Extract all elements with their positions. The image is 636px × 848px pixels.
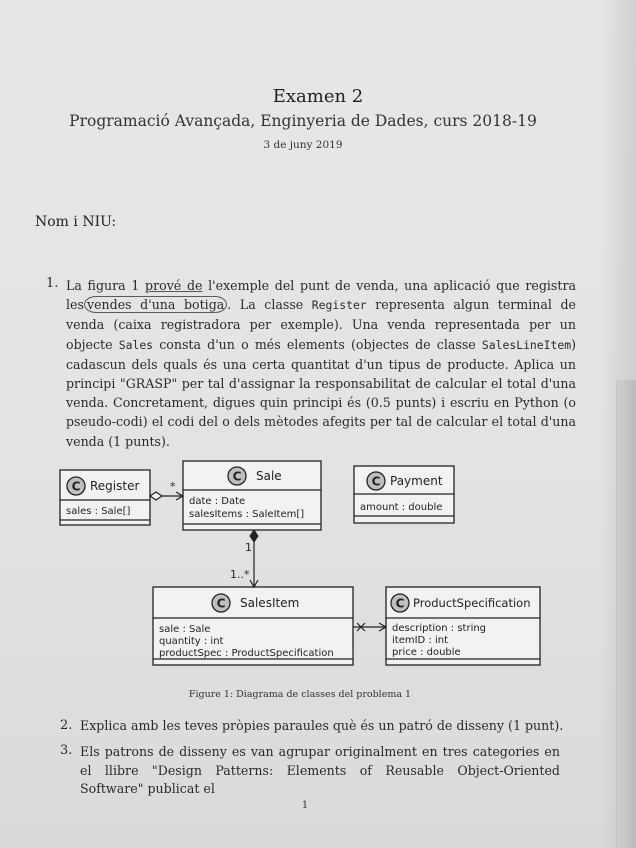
figure-caption: Figure 1: Diagrama de classes del problema 1 <box>188 689 412 700</box>
exam-title: Examen 2 <box>272 86 364 107</box>
name-niu-label: Nom i NIU: <box>35 214 117 230</box>
question-3-number: 3. <box>60 743 73 758</box>
multiplicity-sale-end: 1 <box>245 541 252 554</box>
sale-class-name: Sale <box>256 469 282 483</box>
payment-class-icon <box>367 472 385 490</box>
payment-attribute: amount : double <box>360 502 443 513</box>
code-register: Register <box>311 298 367 313</box>
question-1-number: 1. <box>46 276 59 291</box>
sale-attribute: salesItems : SaleItem[] <box>189 509 305 520</box>
multiplicity-salesitem-end: 1..* <box>230 568 250 581</box>
code-saleslineitem: SalesLineItem <box>481 337 572 352</box>
register-sale-aggregation <box>150 492 183 500</box>
stereotype-c: C <box>71 479 81 494</box>
productspecification-attribute: price : double <box>392 647 461 658</box>
q1-text-part: l'exemple del punt de venda, una aplicació que registra les <box>66 278 576 313</box>
productspecification-class-name: ProductSpecification <box>413 596 531 610</box>
code-sales: Sales <box>118 337 154 352</box>
q1-text-part: . La classe <box>227 297 312 313</box>
q1-text-part: consta d'un o més elements (objectes de classe <box>153 336 482 352</box>
register-attribute: sales : Sale[] <box>66 506 131 517</box>
q1-text-part: representa algun terminal de venda (caixa registradora per exemple). Una venda representada per un objecte <box>66 297 576 352</box>
productspecification-attribute: description : string <box>392 623 487 634</box>
salesitem-attribute: productSpec : ProductSpecification <box>159 648 334 659</box>
q1-text-part: La figura <box>66 278 132 293</box>
stereotype-c: C <box>216 596 226 611</box>
question-2-text: Explica amb les teves pròpies paraules què és un patró de disseny (1 punt). <box>80 718 564 733</box>
stereotype-c: C <box>232 469 242 484</box>
figure-reference: 1 <box>131 278 140 293</box>
circled-phrase: vendes d'una botiga <box>84 296 227 313</box>
salesitem-productspec-association <box>353 623 386 631</box>
salesitem-attribute: sale : Sale <box>159 624 211 635</box>
stereotype-c: C <box>395 596 405 611</box>
payment-class-name: Payment <box>390 474 443 488</box>
question-2-number: 2. <box>60 718 73 733</box>
productspecification-attribute: itemID : int <box>392 635 449 646</box>
underlined-phrase: prové de <box>145 278 203 293</box>
stereotype-c: C <box>371 474 381 489</box>
salesitem-attribute: quantity : int <box>159 636 224 647</box>
salesitem-class-name: SalesItem <box>240 596 300 610</box>
q1-text-part: ) cadascun dels quals és una certa quantitat d'un tipus de producte. Aplica un principi "GRASP" per tal d'assignar la responsabilitat de calcular el total d'una venda. Concretament, digues quin principi és (0.5 punts) i escriu en Python (o pseudo-codi) el codi del o dels mètodes afegits per tal de calcular el total d'una venda (1 punts). <box>66 336 576 449</box>
multiplicity-register-sale: * <box>170 480 176 493</box>
question-3-text: Els patrons de disseny es van agrupar originalment en tres categories en el llibre "Design Patterns: Elements of Reusable Object-Oriented Software" publicat el <box>80 744 560 797</box>
register-class-name: Register <box>90 479 140 493</box>
productspecification-class-icon <box>391 594 409 612</box>
exam-date: 3 de juny 2019 <box>263 139 343 151</box>
salesitem-class-icon <box>212 594 230 612</box>
sale-class-icon <box>228 467 246 485</box>
exam-subtitle: Programació Avançada, Enginyeria de Dades, curs 2018-19 <box>69 112 537 130</box>
sale-salesitem-composition <box>250 530 258 587</box>
sale-attribute: date : Date <box>189 496 246 507</box>
register-class-icon <box>67 477 85 495</box>
page-number: 1 <box>301 800 309 811</box>
